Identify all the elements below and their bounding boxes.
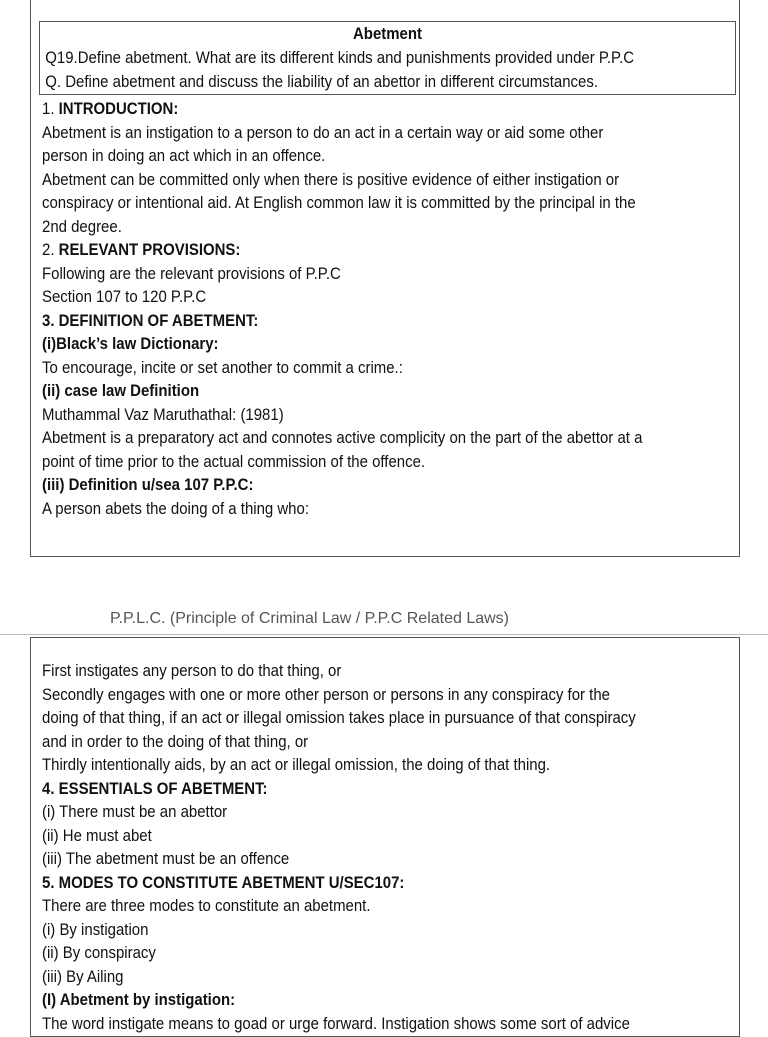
text-line (42, 659, 728, 683)
page-2-body (42, 659, 728, 1035)
text-line (42, 262, 728, 286)
text-line (42, 847, 728, 871)
page-title: Abetment (353, 24, 422, 43)
heading-text: INTRODUCTION: (58, 99, 179, 118)
section-heading-line (42, 777, 728, 801)
text-line (42, 730, 728, 754)
line-text: The word instigate means to goad or urge forward. Instigation shows some sort of advice (42, 1013, 630, 1033)
text-line (42, 168, 728, 192)
line-text: (i) By instigation (42, 919, 149, 939)
section-heading-line (42, 97, 728, 121)
heading-number: 1. (42, 99, 59, 118)
line-text: There are three modes to constitute an abetment. (42, 896, 371, 915)
section-heading-line (42, 473, 728, 497)
running-header: P.P.L.C. (Principle of Criminal Law / P.P.C Related Laws) (110, 610, 510, 627)
section-heading-line (42, 871, 728, 895)
text-line (42, 121, 728, 145)
text-line (42, 965, 728, 989)
text-line (42, 144, 728, 168)
cut-page-header (0, 610, 768, 636)
heading-text: 5. MODES TO CONSTITUTE ABETMENT U/SEC107: (42, 872, 405, 892)
question-line: Q19.Define abetment. What are its different kinds and punishments provided under P.P.C (45, 48, 635, 67)
document-page-2 (30, 637, 740, 1037)
question-line: Q. Define abetment and discuss the liability of an abettor in different circumstances. (45, 72, 598, 91)
section-heading-line (42, 379, 728, 403)
line-text: (i) There must be an abettor (42, 802, 228, 821)
text-line (42, 706, 728, 730)
line-text: and in order to the doing of that thing, or (42, 731, 309, 751)
line-text: (ii) By conspiracy (42, 943, 156, 962)
heading-text: (i)Black’s law Dictionary: (42, 334, 219, 353)
text-line (42, 215, 728, 239)
section-heading-line (42, 309, 728, 333)
line-text: (ii) He must abet (42, 825, 152, 845)
heading-text: (ii) case law Definition (42, 381, 200, 400)
text-line (42, 941, 728, 965)
text-line (42, 497, 728, 521)
line-text: conspiracy or intentional aid. At English common law it is committed by the principal in the (42, 193, 636, 212)
line-text: Following are the relevant provisions of P.P.C (42, 263, 341, 283)
line-text: Abetment is an instigation to a person to do an act in a certain way or aid some other (42, 122, 604, 142)
text-line (42, 403, 728, 427)
line-text: 2nd degree. (42, 216, 122, 236)
question-box (39, 21, 736, 95)
text-line (42, 894, 728, 918)
heading-text: (I) Abetment by instigation: (42, 990, 236, 1009)
section-heading-line (42, 332, 728, 356)
heading-number: 2. (42, 240, 59, 259)
line-text: Abetment is a preparatory act and connotes active complicity on the part of the abettor at a (42, 428, 643, 447)
text-line (42, 426, 728, 450)
text-line (42, 918, 728, 942)
text-line (42, 824, 728, 848)
section-heading-line (42, 238, 728, 262)
line-text: point of time prior to the actual commission of the offence. (42, 451, 426, 471)
text-line (42, 683, 728, 707)
line-text: (iii) The abetment must be an offence (42, 849, 290, 868)
line-text: To encourage, incite or set another to commit a crime.: (42, 357, 403, 377)
text-line (42, 753, 728, 777)
section-heading-line (42, 988, 728, 1012)
document-page-1 (30, 0, 740, 557)
page-divider (0, 634, 768, 635)
line-text: Thirdly intentionally aids, by an act or illegal omission, the doing of that thing. (42, 755, 551, 774)
line-text: First instigates any person to do that thing, or (42, 661, 342, 680)
text-line (42, 285, 728, 309)
text-line (42, 800, 728, 824)
line-text: Secondly engages with one or more other person or persons in any conspiracy for the (42, 684, 610, 704)
text-line (42, 1012, 728, 1036)
line-text: A person abets the doing of a thing who: (42, 498, 309, 518)
heading-text: RELEVANT PROVISIONS: (58, 240, 241, 259)
line-text: Abetment can be committed only when there is positive evidence of either instigation or (42, 169, 620, 189)
heading-text: 3. DEFINITION OF ABETMENT: (42, 310, 259, 330)
text-line (42, 191, 728, 215)
line-text: Section 107 to 120 P.P.C (42, 287, 207, 306)
page-1-body (42, 97, 728, 520)
text-line (42, 450, 728, 474)
heading-text: 4. ESSENTIALS OF ABETMENT: (42, 778, 268, 798)
line-text: doing of that thing, if an act or illegal omission takes place in pursuance of that conspiracy (42, 708, 636, 727)
heading-text: (iii) Definition u/sea 107 P.P.C: (42, 475, 254, 494)
text-line (42, 356, 728, 380)
line-text: (iii) By Ailing (42, 966, 124, 986)
line-text: person in doing an act which in an offence. (42, 146, 326, 165)
line-text: Muthammal Vaz Maruthathal: (1981) (42, 404, 284, 424)
